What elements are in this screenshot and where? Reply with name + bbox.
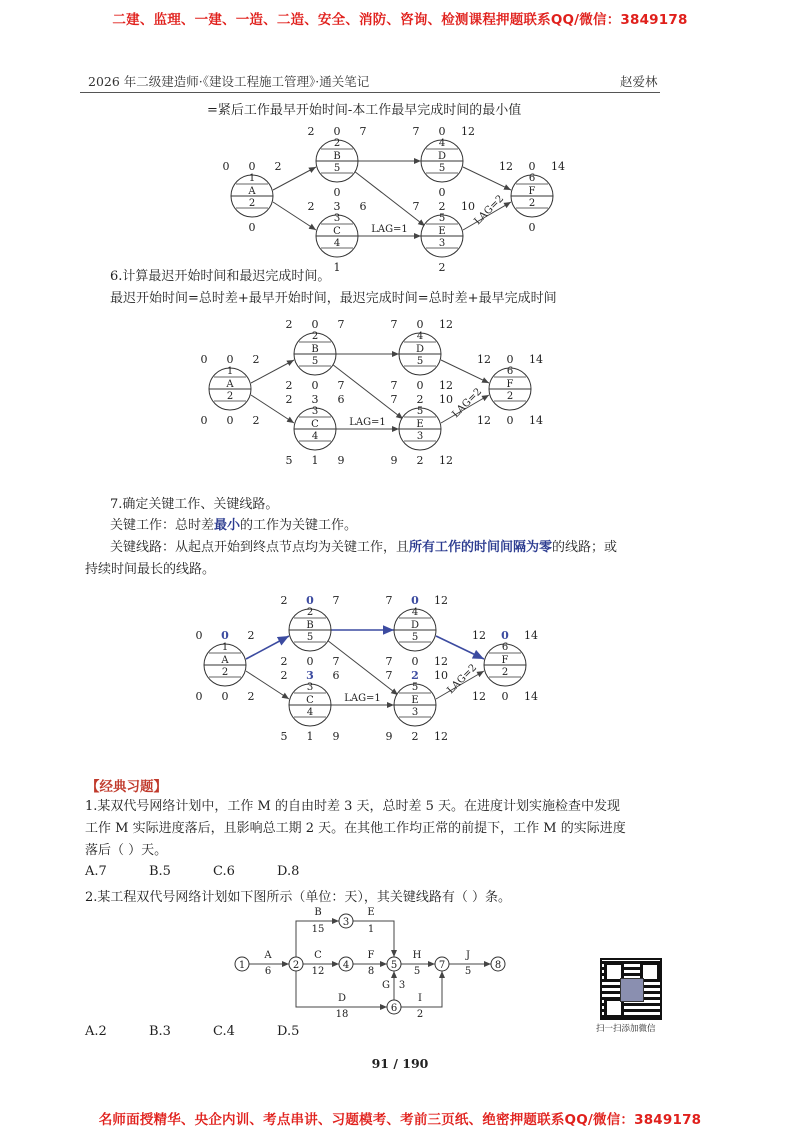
q2-duration-g: 3 xyxy=(398,980,406,991)
diagram3-node-c-ff: 1 xyxy=(306,730,314,743)
diagram2-node-c-number: 3 xyxy=(311,406,319,417)
diagram2-node-b-ef: 7 xyxy=(337,318,345,331)
diagram1-node-a-es: 0 xyxy=(222,160,230,173)
diagram2-node-f-ff: 0 xyxy=(506,414,514,427)
q2-activity-a: A xyxy=(264,950,272,961)
diagram3-node-a-lf: 2 xyxy=(247,690,255,703)
diagram2-node-b-ff: 0 xyxy=(311,379,319,392)
diagram3-node-d-ls: 7 xyxy=(385,655,393,668)
step6-formula: 最迟开始时间=总时差+最早开始时间，最迟完成时间=总时差+最早完成时间 xyxy=(110,291,557,306)
diagram2-node-f-duration: 2 xyxy=(506,391,514,402)
diagram3-node-a-number: 1 xyxy=(221,642,229,653)
diagram2-node-e-number: 5 xyxy=(416,406,424,417)
diagram3-node-d-es: 7 xyxy=(385,594,393,607)
formula-line: =紧后工作最早开始时间-本工作最早完成时间的最小值 xyxy=(207,103,522,118)
diagram3-node-c-name: C xyxy=(306,695,314,706)
diagram1-node-d-name: D xyxy=(437,151,447,162)
diagram3-node-b-ff: 0 xyxy=(306,655,314,668)
diagram2-node-d-number: 4 xyxy=(416,331,424,342)
q2-activity-i: I xyxy=(418,993,422,1004)
diagram3-node-a-ef: 2 xyxy=(247,629,255,642)
diagram1-node-f-duration: 2 xyxy=(528,198,536,209)
diagram1-node-c-ff: 1 xyxy=(333,261,341,274)
diagram2-node-d-ff: 0 xyxy=(416,379,424,392)
q2-node-2-label: 2 xyxy=(292,960,300,971)
diagram1-node-e-ff: 2 xyxy=(438,261,446,274)
diagram3-node-f-ls: 12 xyxy=(472,690,486,703)
q2-node-5-label: 5 xyxy=(390,960,398,971)
diagram1-node-b-name: B xyxy=(333,151,341,162)
diagram2-node-e-ff: 2 xyxy=(416,454,424,467)
diagram3-node-c-ls: 5 xyxy=(280,730,288,743)
diagram1-node-b-ef: 7 xyxy=(359,125,367,138)
q2-activity-b: B xyxy=(314,907,322,918)
banner-bottom: 名师面授精华、央企内训、考点串讲、习题模考、考前三页纸、绝密押题联系QQ/微信：3849178 xyxy=(98,1112,702,1128)
diagram1-node-c-tf: 3 xyxy=(333,200,341,213)
diagram3-node-a-es: 0 xyxy=(195,629,203,642)
diagram3-lag-c-e: LAG=1 xyxy=(344,693,381,704)
diagram2-node-b-tf: 0 xyxy=(311,318,319,331)
diagram1-node-f-ef: 14 xyxy=(551,160,565,173)
q2-duration-c: 12 xyxy=(311,966,325,977)
q2-node-3-label: 3 xyxy=(342,917,350,928)
diagram2-lag-c-e: LAG=1 xyxy=(349,417,386,428)
q2-option-d[interactable]: D.5 xyxy=(277,1024,300,1039)
diagram3-node-d-name: D xyxy=(410,620,420,631)
q2-duration-b: 15 xyxy=(311,924,325,935)
diagram3-node-e-tf: 2 xyxy=(411,669,419,682)
diagram2-node-a-ff: 0 xyxy=(226,414,234,427)
q2-activity-e: E xyxy=(367,907,375,918)
diagram3-node-f-ef: 14 xyxy=(524,629,538,642)
diagram3-node-c-number: 3 xyxy=(306,682,314,693)
diagram1-arrow-b-e xyxy=(354,171,425,226)
diagram1-node-a-ef: 2 xyxy=(274,160,282,173)
diagram3-node-b-lf: 7 xyxy=(332,655,340,668)
diagram2-node-c-ef: 6 xyxy=(337,393,345,406)
diagram3-node-b-duration: 5 xyxy=(306,632,314,643)
diagram2-lag-e-f: LAG=2 xyxy=(450,386,485,421)
qr-avatar xyxy=(620,978,644,1002)
diagram2-node-c-ls: 5 xyxy=(285,454,293,467)
diagram3-node-a-tf: 0 xyxy=(221,629,229,642)
diagram2-node-e-es: 7 xyxy=(390,393,398,406)
diagram3-node-f-name: F xyxy=(501,655,509,666)
q2-text: 2.某工程双代号网络计划如下图所示（单位：天），其关键线路有（ ）条。 xyxy=(85,890,512,905)
diagram3-node-f-tf: 0 xyxy=(501,629,509,642)
diagram1-node-d-duration: 5 xyxy=(438,163,446,174)
diagram1-node-e-ef: 10 xyxy=(461,200,475,213)
diagram2-node-d-es: 7 xyxy=(390,318,398,331)
diagram3-node-d-lf: 12 xyxy=(434,655,448,668)
diagram3-node-f-es: 12 xyxy=(472,629,486,642)
q2-duration-a: 6 xyxy=(264,966,272,977)
q1-option-b[interactable]: B.5 xyxy=(149,864,171,879)
diagram2-node-e-name: E xyxy=(416,419,424,430)
q1-option-d[interactable]: D.8 xyxy=(277,864,300,879)
diagram3-node-f-number: 6 xyxy=(501,642,509,653)
diagram2-node-f-ef: 14 xyxy=(529,353,543,366)
diagram1-node-f-tf: 0 xyxy=(528,160,536,173)
diagram1-node-e-es: 7 xyxy=(412,200,420,213)
q1-option-c[interactable]: C.6 xyxy=(213,864,235,879)
diagram3-node-c-tf: 3 xyxy=(306,669,314,682)
header-author: 赵爱林 xyxy=(620,74,658,89)
diagram1-node-e-tf: 2 xyxy=(438,200,446,213)
diagram1-node-a-duration: 2 xyxy=(248,198,256,209)
diagram3-node-b-name: B xyxy=(306,620,314,631)
diagram1-node-d-ff: 0 xyxy=(438,186,446,199)
diagram2-node-a-es: 0 xyxy=(200,353,208,366)
diagram3-node-d-ef: 12 xyxy=(434,594,448,607)
diagram3-node-b-ef: 7 xyxy=(332,594,340,607)
q1-line2: 工作 M 实际进度落后，且影响总工期 2 天。在其他工作均正常的前提下，工作 M 的实际进度 xyxy=(85,821,626,836)
diagram3-node-e-lf: 12 xyxy=(434,730,448,743)
q2-activity-h: H xyxy=(412,950,422,961)
diagram2-node-a-duration: 2 xyxy=(226,391,234,402)
diagram1-node-f-ff: 0 xyxy=(528,221,536,234)
q1-line3: 落后（ ）天。 xyxy=(85,843,168,858)
exercise-heading: 【经典习题】 xyxy=(86,779,167,795)
key-path-definition-2: 持续时间最长的线路。 xyxy=(85,562,216,577)
q1-options xyxy=(85,860,341,884)
diagram2-node-c-ff: 1 xyxy=(311,454,319,467)
diagram2-node-a-number: 1 xyxy=(226,366,234,377)
q2-activity-c: C xyxy=(314,950,322,961)
diagram3-node-f-lf: 14 xyxy=(524,690,538,703)
q2-node-7-label: 7 xyxy=(438,960,446,971)
diagram2-node-a-ls: 0 xyxy=(200,414,208,427)
diagram1-node-c-ef: 6 xyxy=(359,200,367,213)
diagram3-node-a-duration: 2 xyxy=(221,667,229,678)
diagram2-node-b-lf: 7 xyxy=(337,379,345,392)
diagram1-node-d-number: 4 xyxy=(438,138,446,149)
diagram1-node-b-es: 2 xyxy=(307,125,315,138)
diagram3-node-c-duration: 4 xyxy=(306,707,314,718)
diagram1-node-b-ff: 0 xyxy=(333,186,341,199)
diagram1-node-e-name: E xyxy=(438,226,446,237)
diagram2-node-d-name: D xyxy=(415,344,425,355)
diagram3-node-c-ef: 6 xyxy=(332,669,340,682)
diagram2-node-f-lf: 14 xyxy=(529,414,543,427)
diagram1-node-c-name: C xyxy=(333,226,341,237)
key-path-definition: 关键线路：从起点开始到终点节点均为关键工作，且所有工作的时间间隔为零的线路；或 xyxy=(110,540,618,555)
page-number: 91 / 190 xyxy=(371,1056,429,1071)
q2-duration-h: 5 xyxy=(413,966,421,977)
diagram2-node-d-duration: 5 xyxy=(416,356,424,367)
diagram2-node-d-ef: 12 xyxy=(439,318,453,331)
diagram3-lag-e-f: LAG=2 xyxy=(445,662,480,697)
diagram2-node-f-name: F xyxy=(506,379,514,390)
diagram2-node-e-lf: 12 xyxy=(439,454,453,467)
diagram3-node-e-duration: 3 xyxy=(411,707,419,718)
q2-option-a[interactable]: A.2 xyxy=(85,1024,107,1039)
q1-option-a[interactable]: A.7 xyxy=(85,864,107,879)
diagram2-node-f-tf: 0 xyxy=(506,353,514,366)
q2-activity-j: J xyxy=(465,950,471,961)
diagram2-node-c-name: C xyxy=(311,419,319,430)
diagram1-lag-c-e: LAG=1 xyxy=(371,224,408,235)
diagram3-node-f-ff: 0 xyxy=(501,690,509,703)
diagram2-node-e-tf: 2 xyxy=(416,393,424,406)
diagram3-node-d-tf: 0 xyxy=(411,594,419,607)
diagram3-node-e-es: 7 xyxy=(385,669,393,682)
diagram3-node-d-duration: 5 xyxy=(411,632,419,643)
diagram2-node-d-ls: 7 xyxy=(390,379,398,392)
diagram1-node-d-tf: 0 xyxy=(438,125,446,138)
diagram2-node-a-tf: 0 xyxy=(226,353,234,366)
step7-title: 7.确定关键工作、关键线路。 xyxy=(110,497,279,512)
diagram2-node-e-ef: 10 xyxy=(439,393,453,406)
diagram3-node-d-ff: 0 xyxy=(411,655,419,668)
diagram1-node-b-tf: 0 xyxy=(333,125,341,138)
diagram2-node-d-tf: 0 xyxy=(416,318,424,331)
q2-node-4-label: 4 xyxy=(342,960,350,971)
q2-activity-f: F xyxy=(367,950,375,961)
diagram2-node-e-ls: 9 xyxy=(390,454,398,467)
diagram3-node-e-ls: 9 xyxy=(385,730,393,743)
diagram2-node-c-tf: 3 xyxy=(311,393,319,406)
diagram1-lag-e-f: LAG=2 xyxy=(472,193,507,228)
diagram3-node-b-tf: 0 xyxy=(306,594,314,607)
diagram1-node-c-number: 3 xyxy=(333,213,341,224)
diagram2-node-f-es: 12 xyxy=(477,353,491,366)
diagram2-node-d-lf: 12 xyxy=(439,379,453,392)
diagram1-node-e-number: 5 xyxy=(438,213,446,224)
diagram2-node-b-number: 2 xyxy=(311,331,319,342)
diagram1-node-e-duration: 3 xyxy=(438,238,446,249)
key-work-definition: 关键工作：总时差最小的工作为关键工作。 xyxy=(110,518,358,533)
diagram3-node-e-name: E xyxy=(411,695,419,706)
diagram2-node-a-lf: 2 xyxy=(252,414,260,427)
diagram1-node-a-name: A xyxy=(248,186,256,197)
header-title: 2026 年二级建造师·《建设工程施工管理》·通关笔记 xyxy=(88,74,370,89)
diagram2-node-b-es: 2 xyxy=(285,318,293,331)
diagram2-node-c-duration: 4 xyxy=(311,431,319,442)
diagram1-node-f-number: 6 xyxy=(528,173,536,184)
diagram2-node-b-duration: 5 xyxy=(311,356,319,367)
q2-option-c[interactable]: C.4 xyxy=(213,1024,235,1039)
q2-node-6-label: 6 xyxy=(390,1003,398,1014)
qr-code[interactable] xyxy=(600,958,662,1020)
diagram2-node-a-name: A xyxy=(226,379,234,390)
diagram3-node-e-ff: 2 xyxy=(411,730,419,743)
diagram3-node-f-duration: 2 xyxy=(501,667,509,678)
qr-caption: 扫一扫添加微信 xyxy=(596,1024,656,1034)
diagram2-node-b-name: B xyxy=(311,344,319,355)
diagram3-node-a-name: A xyxy=(221,655,229,666)
diagram1-node-a-tf: 0 xyxy=(248,160,256,173)
diagram1-node-a-ff: 0 xyxy=(248,221,256,234)
diagram1-node-c-es: 2 xyxy=(307,200,315,213)
diagram1-node-d-ef: 12 xyxy=(461,125,475,138)
diagram1-node-f-name: F xyxy=(528,186,536,197)
q2-duration-d: 18 xyxy=(335,1009,349,1020)
q2-activity-g: G xyxy=(382,980,390,991)
diagram3-node-e-number: 5 xyxy=(411,682,419,693)
q1-line1: 1.某双代号网络计划中，工作 M 的自由时差 3 天，总时差 5 天。在进度计划实施检查中发现 xyxy=(85,799,621,814)
diagram3-node-c-lf: 9 xyxy=(332,730,340,743)
diagram3-node-b-es: 2 xyxy=(280,594,288,607)
diagram3-node-b-ls: 2 xyxy=(280,655,288,668)
q2-node-1-label: 1 xyxy=(238,960,246,971)
q2-node-8-label: 8 xyxy=(494,960,502,971)
q2-options xyxy=(85,1020,341,1044)
q2-duration-i: 2 xyxy=(416,1009,424,1020)
diagram3-node-d-number: 4 xyxy=(411,607,419,618)
diagram2-node-c-es: 2 xyxy=(285,393,293,406)
q2-duration-f: 8 xyxy=(367,966,375,977)
diagram1-node-f-es: 12 xyxy=(499,160,513,173)
q2-activity-d: D xyxy=(337,993,347,1004)
diagram2-node-c-lf: 9 xyxy=(337,454,345,467)
diagram1-node-c-duration: 4 xyxy=(333,238,341,249)
diagram3-node-a-ff: 0 xyxy=(221,690,229,703)
diagram2-node-f-ls: 12 xyxy=(477,414,491,427)
diagram2-node-a-ef: 2 xyxy=(252,353,260,366)
diagram1-node-b-number: 2 xyxy=(333,138,341,149)
diagram3-node-c-es: 2 xyxy=(280,669,288,682)
diagram1-node-a-number: 1 xyxy=(248,173,256,184)
diagram1-node-d-es: 7 xyxy=(412,125,420,138)
diagram3-node-b-number: 2 xyxy=(306,607,314,618)
diagram1-node-b-duration: 5 xyxy=(333,163,341,174)
diagram3-node-a-ls: 0 xyxy=(195,690,203,703)
diagram2-node-f-number: 6 xyxy=(506,366,514,377)
diagram2-node-b-ls: 2 xyxy=(285,379,293,392)
diagram2-node-e-duration: 3 xyxy=(416,431,424,442)
banner-top: 二建、监理、一建、一造、二造、安全、消防、咨询、检测课程押题联系QQ/微信：3849178 xyxy=(112,12,688,28)
q2-duration-e: 1 xyxy=(367,924,375,935)
diagram3-node-e-ef: 10 xyxy=(434,669,448,682)
q2-duration-j: 5 xyxy=(464,966,472,977)
step6-title: 6.计算最迟开始时间和最迟完成时间。 xyxy=(110,269,331,284)
q2-option-b[interactable]: B.3 xyxy=(149,1024,171,1039)
